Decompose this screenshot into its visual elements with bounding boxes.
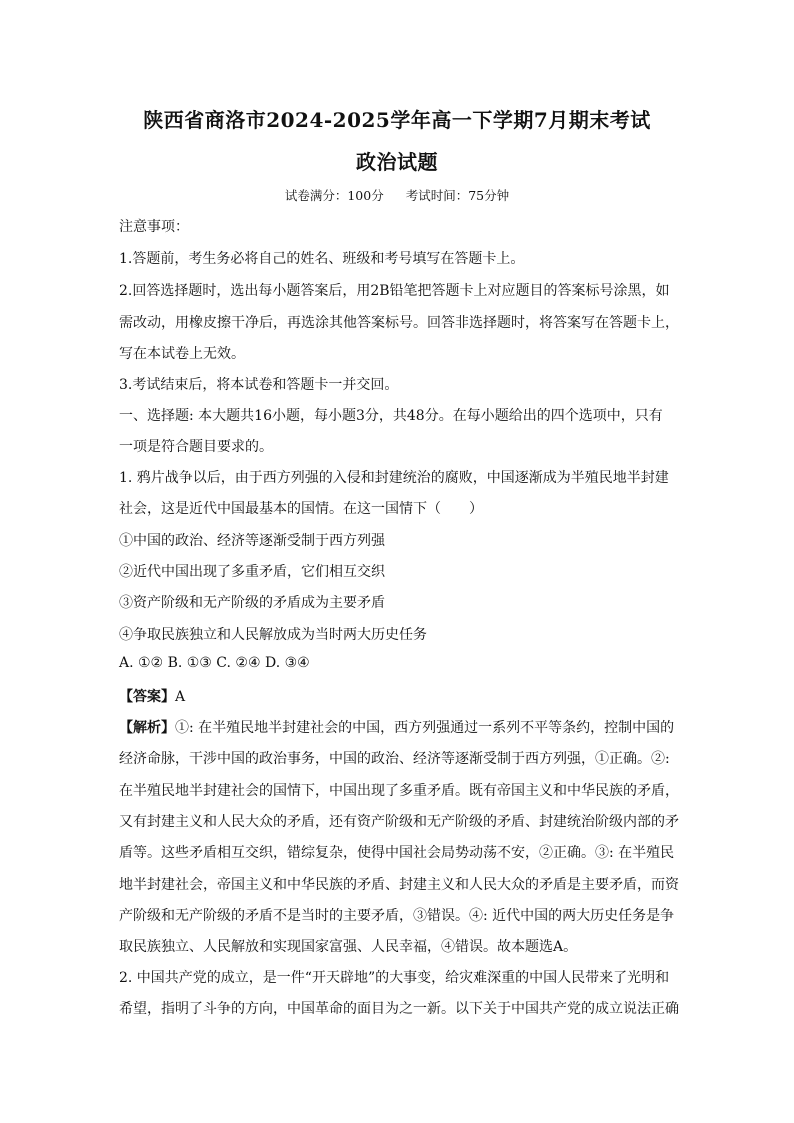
q1-analysis-line-4: 又有封建主义和人民大众的矛盾，还有资产阶级和无产阶级的矛盾、封建统治阶级内部的矛: [119, 814, 679, 830]
q1-choices: A. ①② B. ①③ C. ②④ D. ③④: [119, 655, 310, 671]
q1-option-1: ①中国的政治、经济等逐渐受制于西方列强: [119, 533, 385, 549]
notice-item-1: 1.答题前，考生务必将自己的姓名、班级和考号填写在答题卡上。: [119, 251, 525, 267]
notice-item-2-line-1: 2.回答选择题时，选出每小题答案后，用2B铅笔把答题卡上对应题目的答案标号涂黑，如: [119, 283, 670, 299]
exam-subject-title: 政治试题: [356, 150, 438, 174]
q1-stem-line-2: 社会，这是近代中国最基本的国情。在这一国情下（ ）: [119, 501, 483, 517]
q1-analysis-line-7: 产阶级和无产阶级的矛盾不是当时的主要矛盾，③错误。④: 近代中国的两大历史任务是争: [119, 908, 675, 924]
notice-item-3: 3.考试结束后，将本试卷和答题卡一并交回。: [119, 377, 399, 393]
section-1-heading-line-2: 一项是符合题目要求的。: [119, 439, 273, 455]
notice-item-2-line-2: 需改动，用橡皮擦干净后，再选涂其他答案标号。回答非选择题时，将答案写在答题卡上，: [119, 315, 679, 331]
answer-value: A: [175, 689, 186, 705]
q1-stem-line-1: 1. 鸦片战争以后，由于西方列强的入侵和封建统治的腐败，中国逐渐成为半殖民地半封建: [119, 470, 669, 486]
q1-analysis-line-6: 地半封建社会，帝国主义和中华民族的矛盾、封建主义和人民大众的矛盾是主要矛盾，而资: [119, 877, 679, 893]
analysis-text: ①: 在半殖民地半封建社会的中国，西方列强通过一系列不平等条约，控制中国的: [175, 720, 675, 736]
q1-answer: [119, 686, 185, 706]
exam-time-text: 考试时间：75分钟: [405, 188, 510, 203]
q1-analysis-line-2: 经济命脉，干涉中国的政治事务，中国的政治、经济等逐渐受制于西方列强，①正确。②:: [119, 751, 670, 767]
q1-option-4: ④争取民族独立和人民解放成为当时两大历史任务: [119, 627, 427, 643]
q1-option-3: ③资产阶级和无产阶级的矛盾成为主要矛盾: [119, 595, 385, 611]
q1-analysis-line-5: 盾等。这些矛盾相互交织，错综复杂，使得中国社会局势动荡不安，②正确。③: 在半殖民: [119, 845, 675, 861]
exam-title: 陕西省商洛市2024-2025学年高一下学期7月期末考试: [143, 108, 651, 132]
section-1-heading-line-1: 一、选择题: 本大题共16小题，每小题3分，共48分。在每小题给出的四个选项中，只有: [119, 408, 663, 424]
full-score-text: 试卷满分：100分: [284, 188, 384, 203]
q1-option-2: ②近代中国出现了多重矛盾，它们相互交织: [119, 564, 385, 580]
notice-item-2-line-3: 写在本试卷上无效。: [119, 346, 245, 362]
exam-meta: [0, 186, 794, 204]
q1-analysis-line-8: 取民族独立、人民解放和实现国家富强、人民幸福，④错误。故本题选A。: [119, 939, 578, 955]
notice-heading: 注意事项：: [119, 219, 189, 235]
analysis-label: 【解析】: [119, 720, 175, 736]
q2-stem-line-2: 希望，指明了斗争的方向，中国革命的面目为之一新。以下关于中国共产党的成立说法正确: [119, 1001, 679, 1017]
q2-stem-line-1: 2. 中国共产党的成立，是一件“开天辟地”的大事变，给灾难深重的中国人民带来了光明和: [119, 970, 670, 986]
q1-analysis-line-3: 在半殖民地半封建社会的国情下，中国出现了多重矛盾。既有帝国主义和中华民族的矛盾，: [119, 783, 679, 799]
q1-analysis-line-1: [119, 717, 674, 737]
answer-label: 【答案】: [119, 689, 175, 705]
